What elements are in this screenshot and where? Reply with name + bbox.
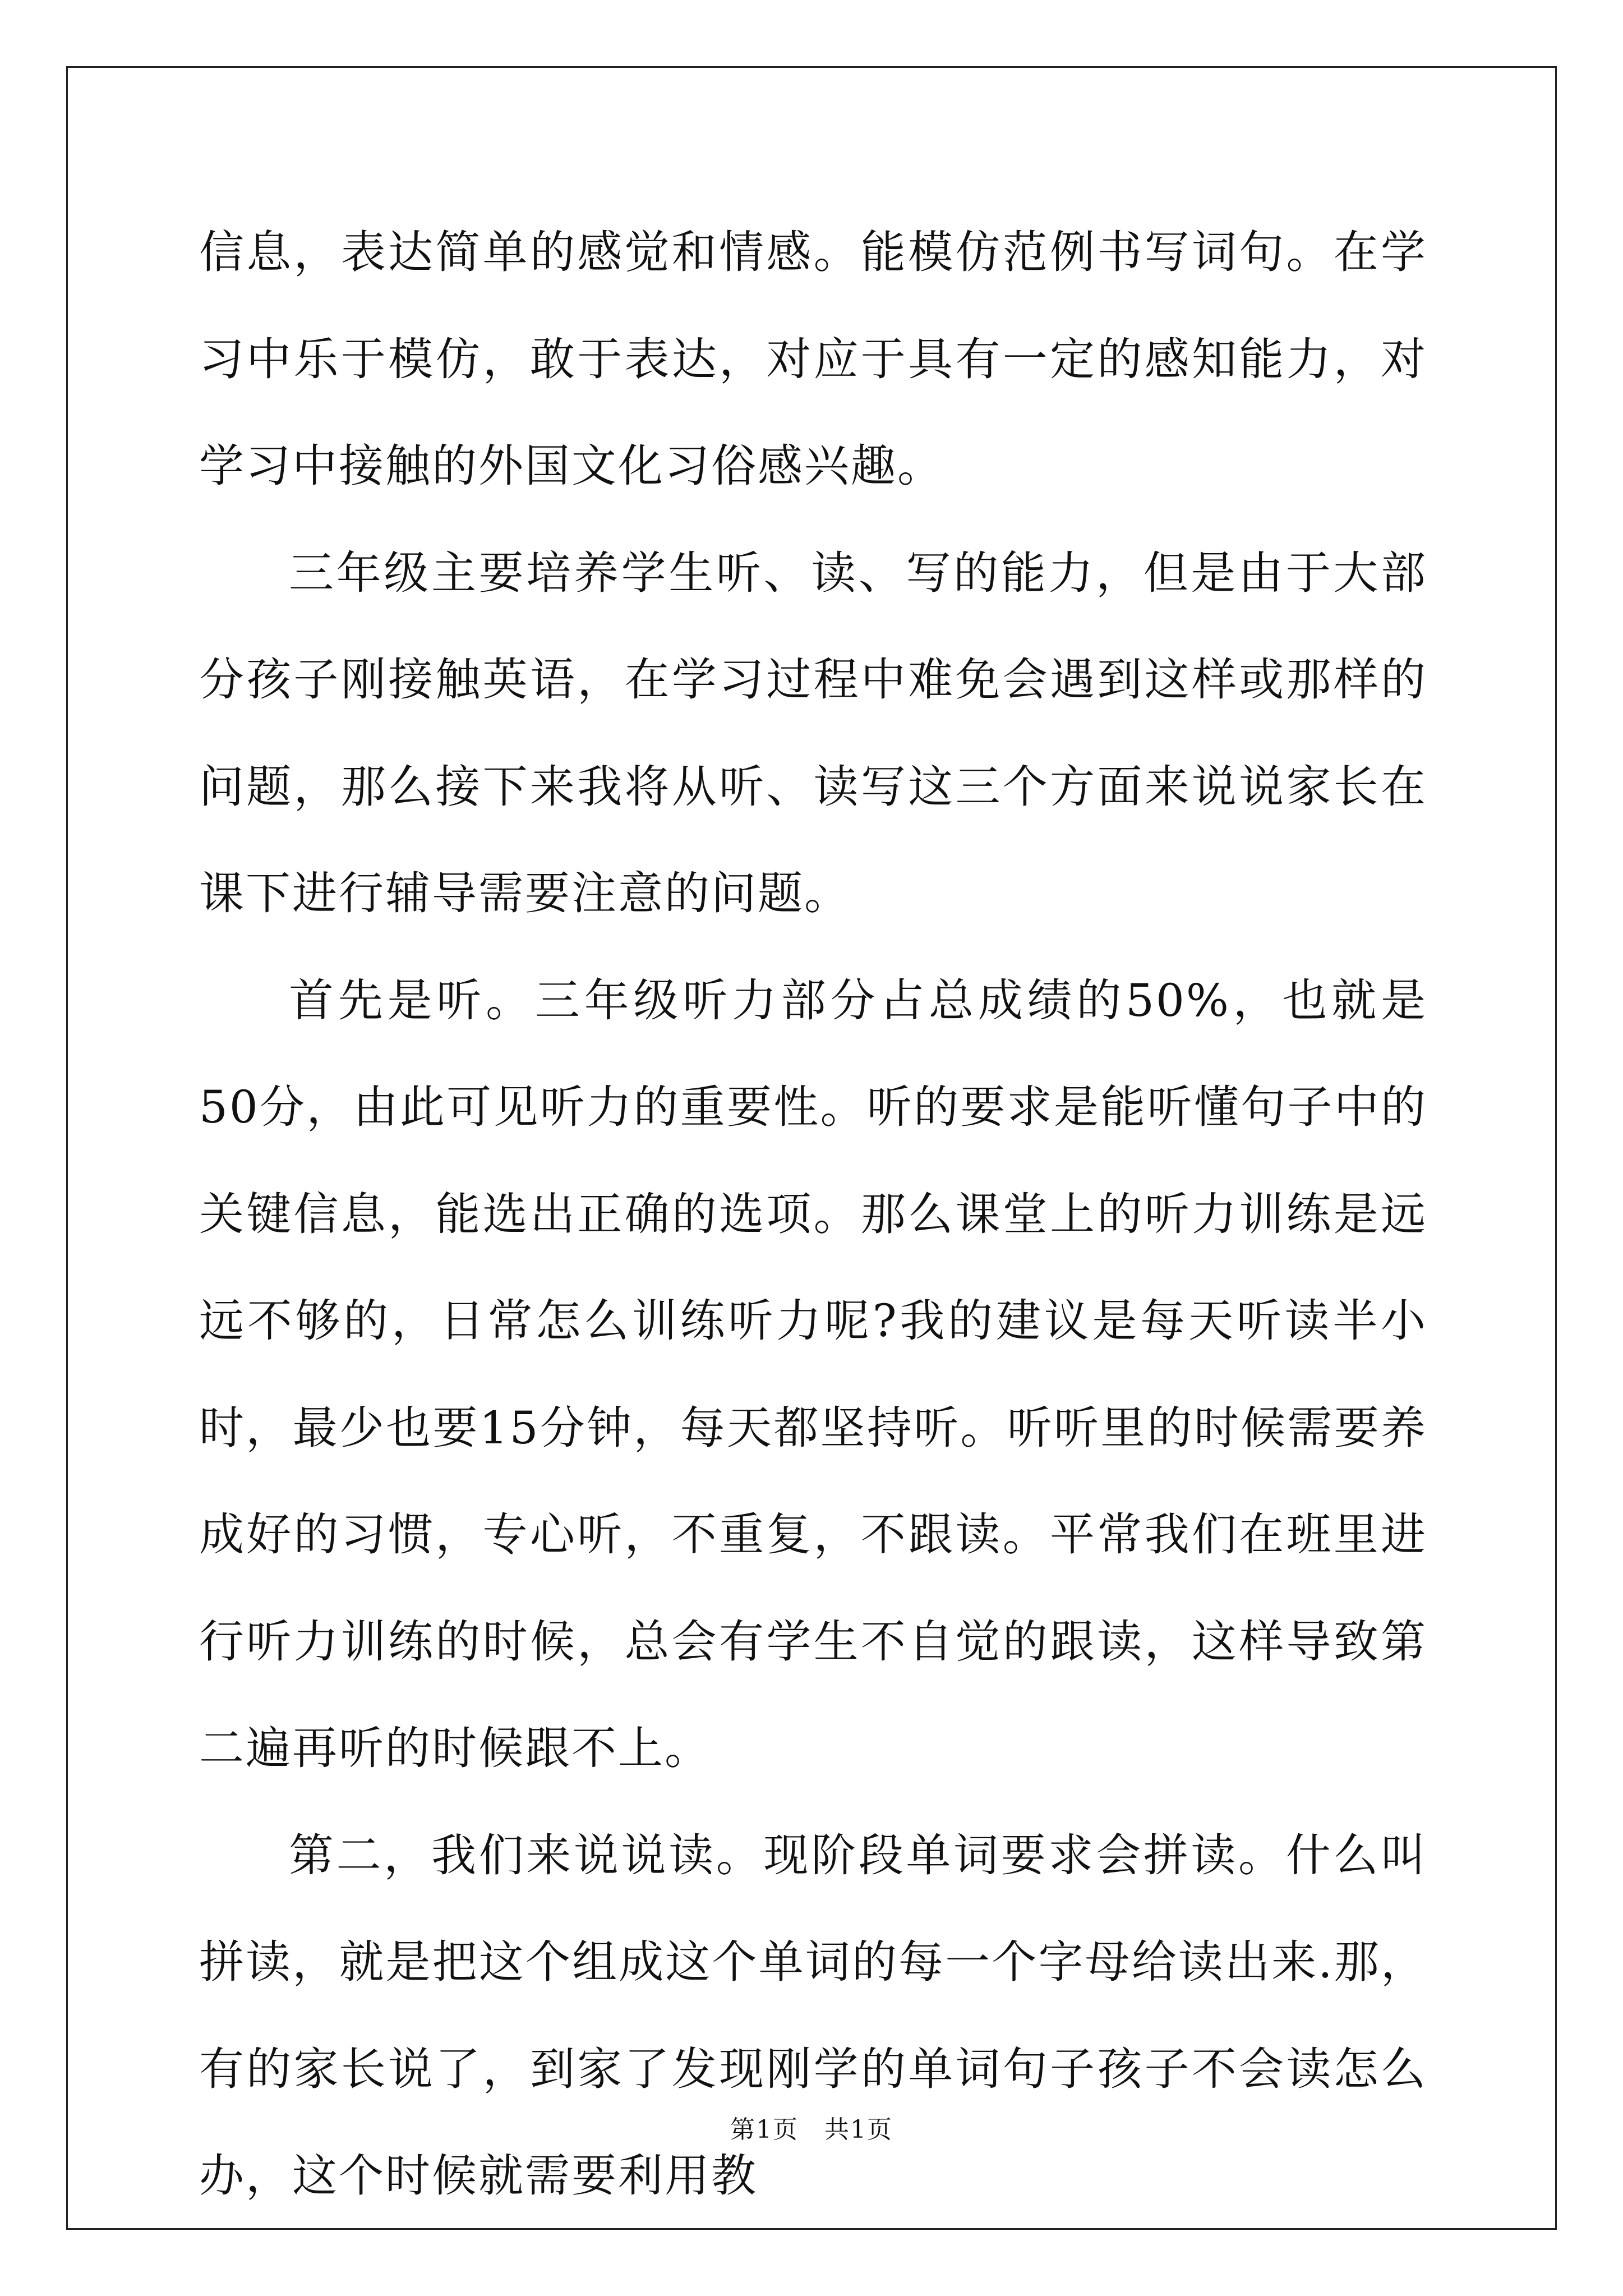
page-footer: 第1页 共1页 [730, 2115, 893, 2144]
paragraph-reading: 第二，我们来说说读。现阶段单词要求会拼读。什么叫拼读，就是把这个组成这个单词的每一个字母给读出来.那，有的家长说了，到家了发现刚学的单词句子孩子不会读怎么办，这个时候就需要利用教 [199, 1829, 1427, 2202]
paragraph-listening: 首先是听。三年级听力部分占总成绩的50%，也就是50分，由此可见听力的重要性。听的要求是能听懂句子中的关键信息，能选出正确的选项。那么课堂上的听力训练是远远不够的，日常怎么训练听力呢?我的建议是每天听读半小时，最少也要15分钟，每天都坚持听。听听里的时候需要养成好的习惯，专心听，不重复，不跟读。平常我们在班里进行听力训练的时候，总会有学生不自觉的跟读，这样导致第二遍再听的时候跟不上。 [199, 974, 1427, 1774]
document-body [199, 199, 1427, 2230]
paragraph-continued: 信息，表达简单的感觉和情感。能模仿范例书写词句。在学习中乐于模仿，敢于表达，对应于具有一定的感知能力，对学习中接触的外国文化习俗感兴趣。 [199, 226, 1427, 492]
paragraph-grade-three-skills: 三年级主要培养学生听、读、写的能力，但是由于大部分孩子刚接触英语，在学习过程中难免会遇到这样或那样的问题，那么接下来我将从听、读写这三个方面来说说家长在课下进行辅导需要注意的问题。 [199, 546, 1427, 919]
